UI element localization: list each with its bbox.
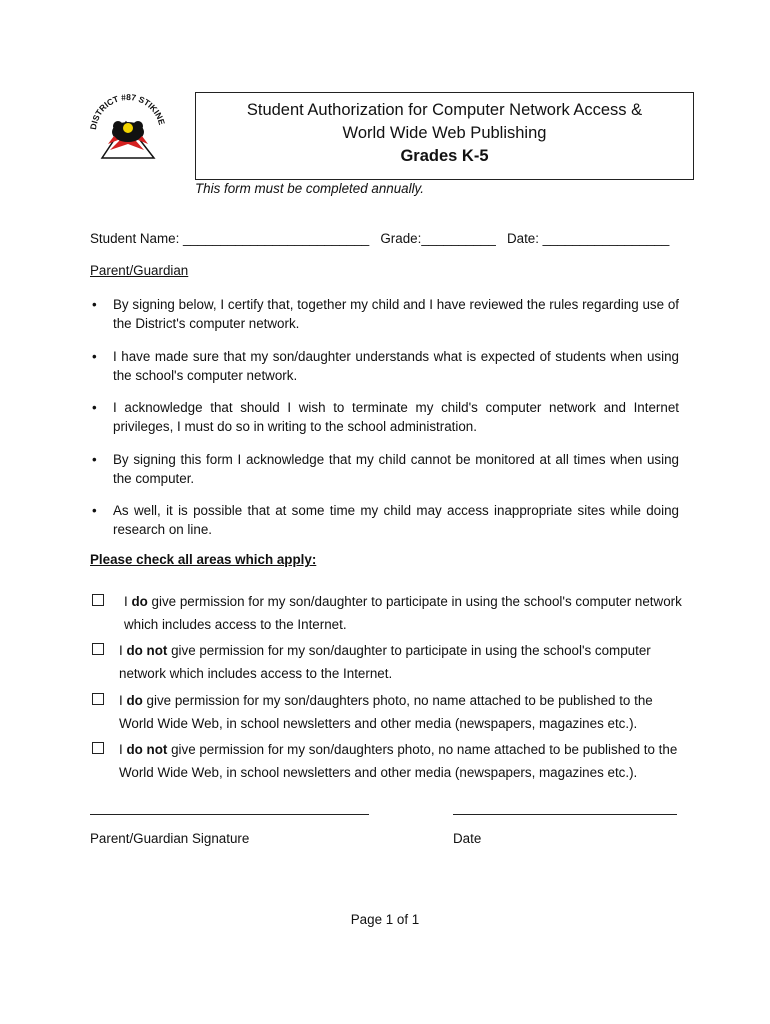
parent-signature-line[interactable]	[90, 814, 369, 815]
bullet-icon: •	[92, 503, 97, 518]
option-text: I do not give permission for my son/daughters photo, no name attached to be published to the World Wide Web, in school newsletters and other media (newspapers, magazines etc.).	[119, 742, 678, 780]
title-grades: Grades K-5	[400, 147, 489, 165]
title-line-2: World Wide Web Publishing	[342, 124, 547, 142]
parent-guardian-label: Parent/Guardian	[90, 263, 189, 278]
bullet-icon: •	[92, 400, 97, 415]
page-number: Page 1 of 1	[350, 912, 420, 927]
bullet-text: As well, it is possible that at some time my child may access inappropriate sites while doing research on line.	[113, 503, 679, 537]
bullet-icon: •	[92, 452, 97, 467]
checkbox[interactable]	[92, 643, 104, 655]
date-label: Date	[453, 831, 482, 846]
checkbox[interactable]	[92, 742, 104, 754]
bullet-icon: •	[92, 349, 97, 364]
bullet-text: I acknowledge that should I wish to terminate my child's computer network and Internet privileges, I must do so in writing to the school administration.	[113, 400, 679, 434]
option-text: I do not give permission for my son/daughter to participate in using the school's computer network which includes access to the Internet.	[119, 643, 651, 681]
checkbox[interactable]	[92, 594, 104, 606]
student-info-fields[interactable]: Student Name: _________________________ Grade:__________ Date: _________________	[90, 231, 670, 246]
logo-text: DISTRICT #87 STIKINE	[88, 92, 168, 131]
check-areas-heading: Please check all areas which apply:	[90, 552, 317, 567]
form-title-box	[195, 92, 694, 180]
option-text: I do give permission for my son/daughters photo, no name attached to be published to the World Wide Web, in school newsletters and other media (newspapers, magazines etc.).	[119, 693, 653, 731]
bullet-text: By signing below, I certify that, together my child and I have reviewed the rules regarding use of the District's computer network.	[113, 297, 679, 331]
parent-signature-label: Parent/Guardian Signature	[90, 831, 250, 846]
bullet-text: I have made sure that my son/daughter understands what is expected of students when using the school's computer network.	[113, 349, 679, 383]
checkbox[interactable]	[92, 693, 104, 705]
date-line[interactable]	[453, 814, 677, 815]
bullet-text: By signing this form I acknowledge that my child cannot be monitored at all times when using the computer.	[113, 452, 679, 486]
district-logo-icon	[88, 92, 168, 164]
form-subtitle: This form must be completed annually.	[195, 181, 424, 196]
option-text: I do give permission for my son/daughter to participate in using the school's computer network which includes access to the Internet.	[124, 594, 682, 632]
bullet-icon: •	[92, 297, 97, 312]
title-line-1: Student Authorization for Computer Network Access &	[246, 101, 643, 119]
